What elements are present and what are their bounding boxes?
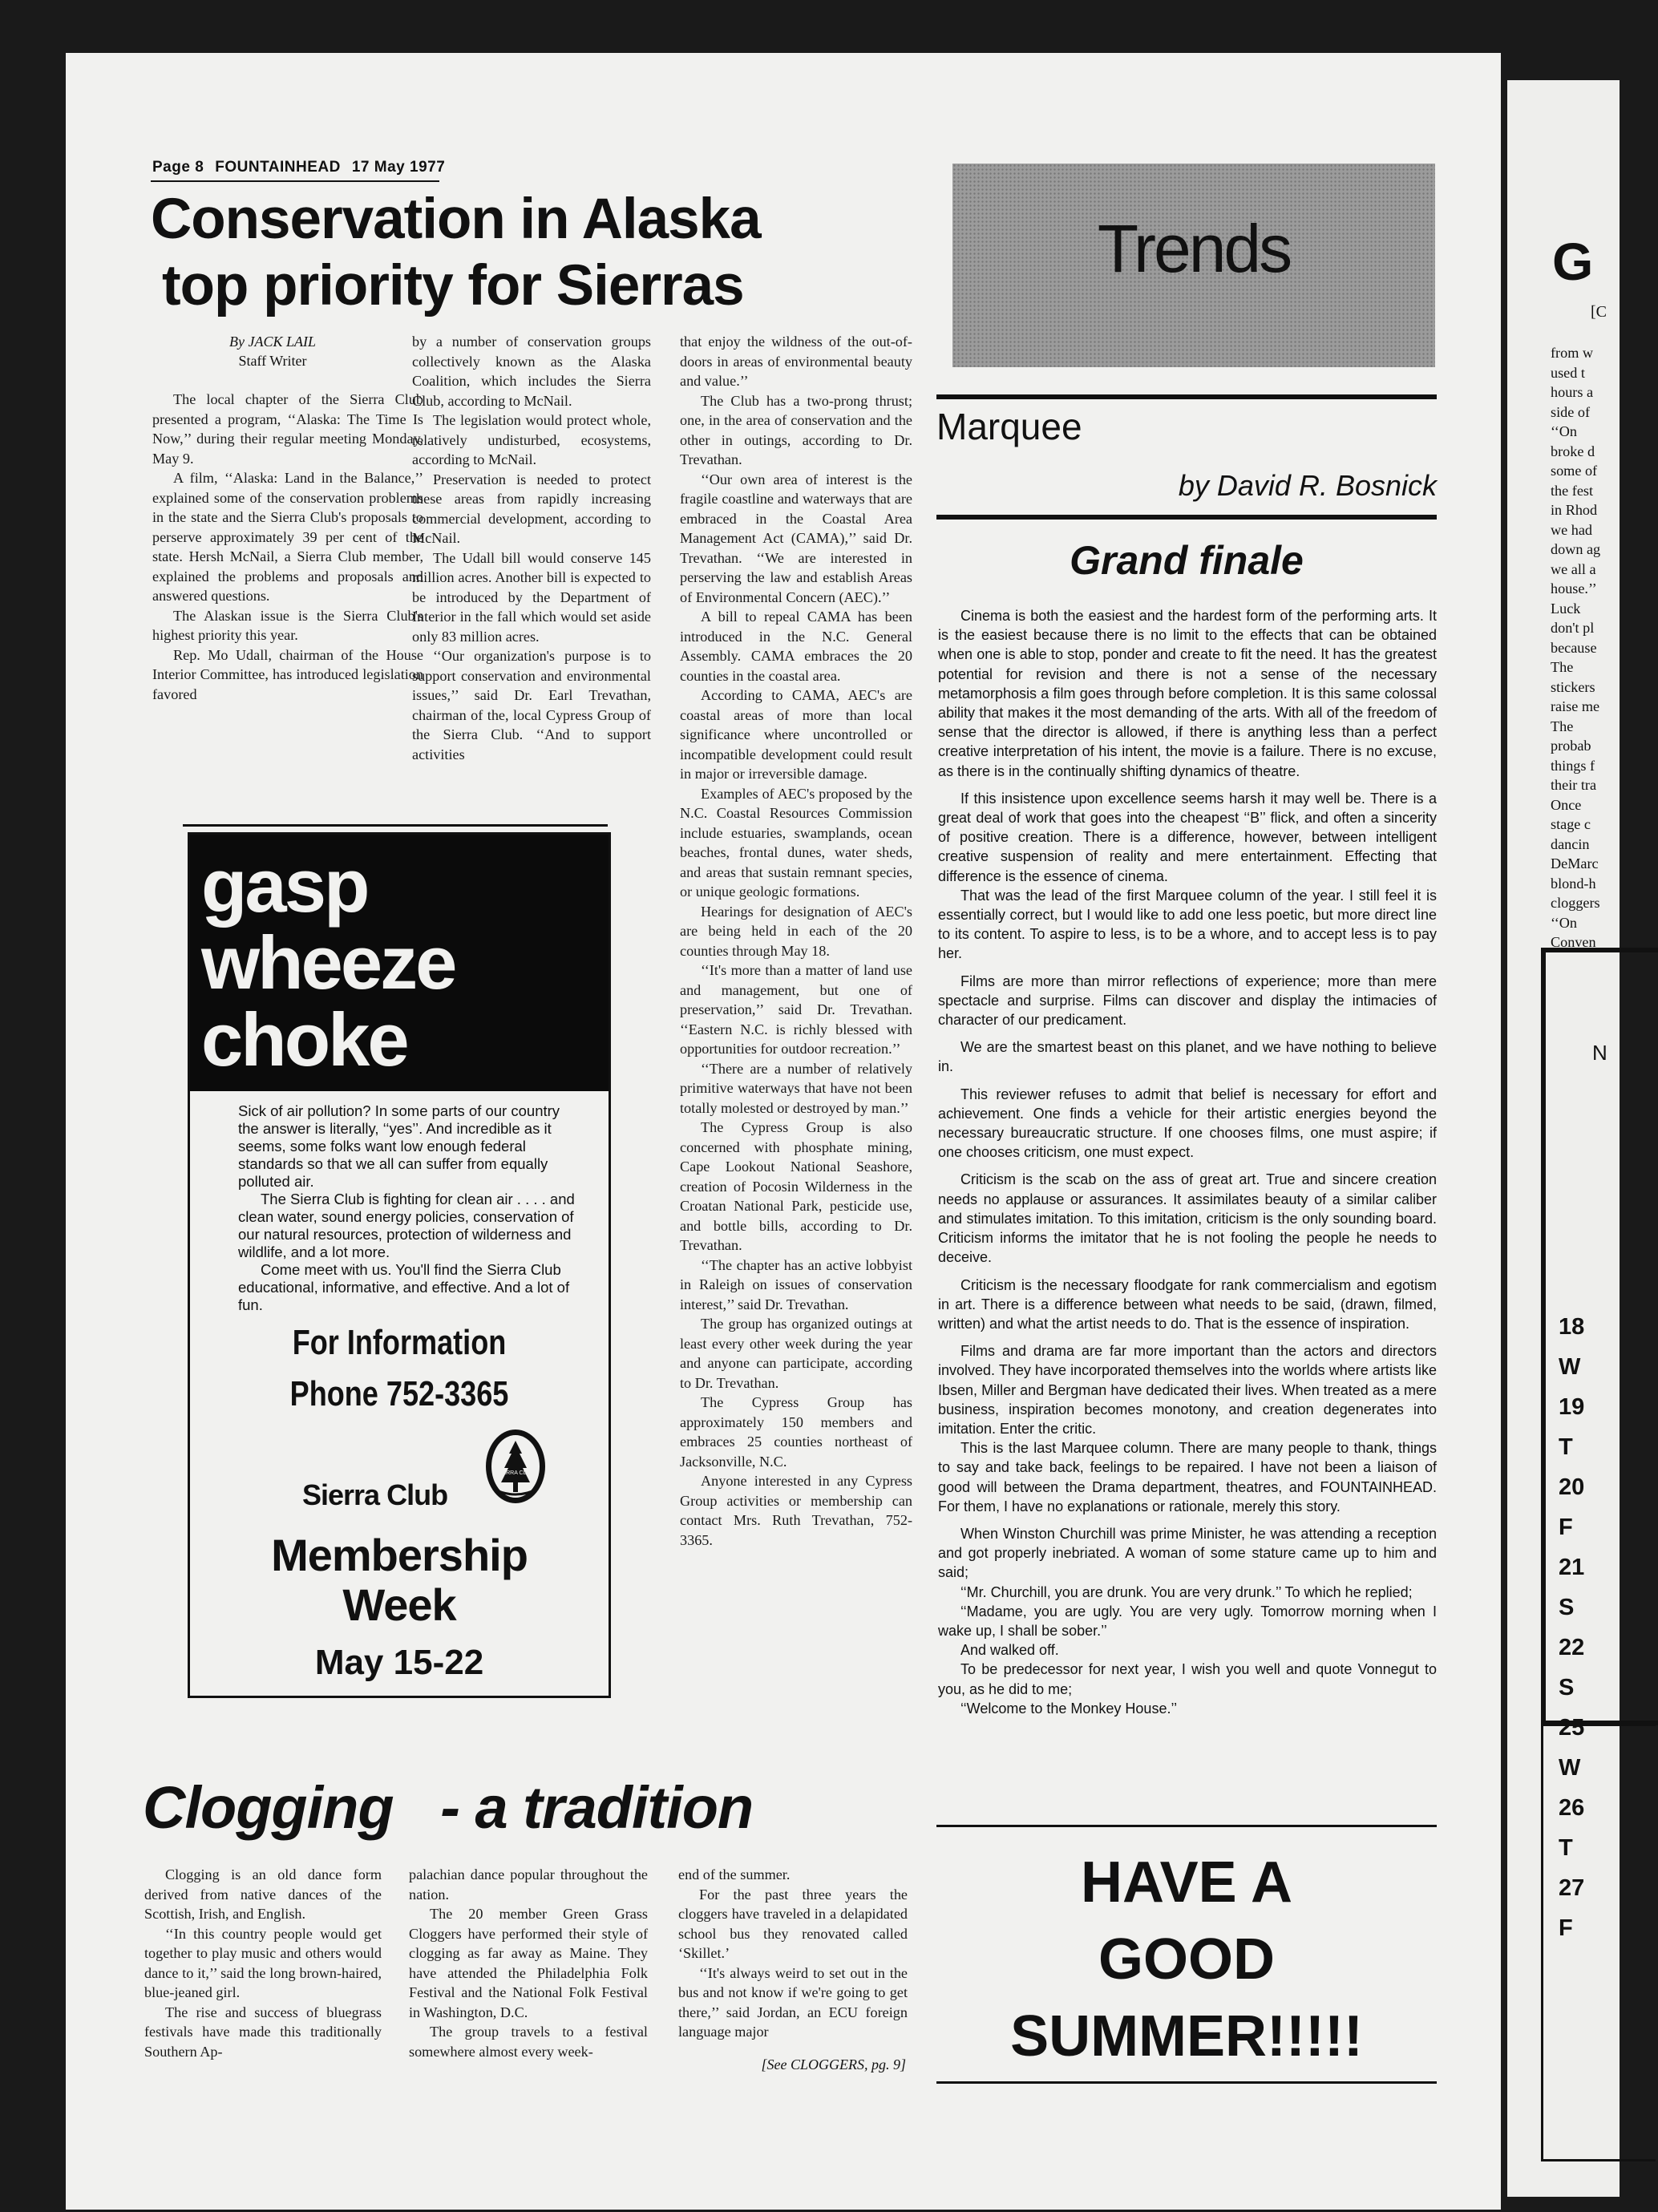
paragraph: The Udall bill would conserve 145 million acres. Another bill is expected to be introduced by the Department of Interior in the fall which would set aside only 83 million acres. <box>412 549 651 645</box>
next-page-date: 25 W <box>1559 1715 1585 1781</box>
summer-line-1: HAVE A <box>1080 1850 1293 1915</box>
next-page-line: used t <box>1551 364 1585 381</box>
next-page-line: in Rhod <box>1551 502 1598 518</box>
paragraph: ‘‘Our organization's purpose is to support conservation and environmental issues,’’ said Dr. Earl Trevathan, chairman of the, local Cypress Group of the Sierra Club. ‘‘And to support activities <box>412 648 651 762</box>
next-page-date: 21 S <box>1559 1555 1585 1620</box>
paragraph: that enjoy the wildness of the out-of-doors in areas of environmental beauty and value.’’ <box>680 334 912 389</box>
ad-phone-line: Phone 752-3365 <box>289 1374 509 1413</box>
next-page-line: The <box>1551 659 1574 675</box>
paragraph: The legislation would protect whole, relatively undisturbed, ecosystems, according to McNail. <box>412 412 651 467</box>
review-headline: Grand finale <box>1070 538 1304 583</box>
paragraph: ‘‘There are a number of relatively primitive waterways that have not been totally molested or destroyed by man.’’ <box>680 1060 912 1116</box>
summer-line-3: SUMMER!!!!! <box>1010 2004 1363 2068</box>
next-page-box-2 <box>1541 1724 1656 2161</box>
header-rule <box>151 180 439 182</box>
summer-bottom-rule <box>936 2081 1437 2084</box>
paragraph: The Alaskan issue is the Sierra Club's highest priority this year. <box>152 607 423 643</box>
paragraph: ‘‘Our own area of interest is the fragile coastline and waterways that are embraced in the Coastal Area Management Act (CAMA),’’ said Dr. Trevathan. ‘‘We are interested in perserving the law and establish Areas of Environmental Concern (AEC).’’ <box>680 471 912 605</box>
next-page-line: things f <box>1551 757 1595 774</box>
next-page-line: house.’’ <box>1551 580 1597 596</box>
ad-body <box>238 1102 575 1314</box>
marquee-bottom-rule <box>936 515 1437 520</box>
ad-dates: May 15-22 <box>314 1643 484 1682</box>
review-paragraph: To be predecessor for next year, I wish you well and quote Vonnegut to you, as he did to me; <box>938 1661 1437 1697</box>
review-paragraph: If this insistence upon excellence seems harsh it may well be. There is a great deal of work that goes into the cheapest ‘‘B’’ flick, and often a sincerity of positive creation. There is a difference, however, between intelligent creative suspension of reality and mere entertainment. Effecting that difference is the essence of cinema. <box>938 790 1437 884</box>
page-header <box>152 159 456 176</box>
ad-contact <box>228 1317 571 1420</box>
next-page-line: Once <box>1551 796 1582 813</box>
byline-role: Staff Writer <box>238 353 307 369</box>
paragraph: The group travels to a festival somewhere almost every week- <box>409 2024 648 2060</box>
next-page-date: 19 T <box>1559 1394 1585 1460</box>
paragraph: end of the summer. <box>678 1866 791 1882</box>
clogging-column-2 <box>409 1865 648 2061</box>
next-page-line: we had <box>1551 521 1593 538</box>
next-page-line: hours a <box>1551 384 1594 400</box>
next-page-line: ‘‘On <box>1551 914 1577 931</box>
ad-word-gasp: gasp <box>201 843 368 928</box>
paragraph: palachian dance popular throughout the nation. <box>409 1866 648 1903</box>
next-page-line: some of <box>1551 463 1598 479</box>
next-page-line: ‘‘On <box>1551 423 1577 439</box>
review-paragraph: ‘‘Madame, you are ugly. You are very ugly. Tomorrow morning when I wake up, I shall be sober.’’ <box>938 1603 1437 1639</box>
review-paragraph: Criticism is the necessary floodgate for rank commercialism and egotism in art. There is a difference between what needs to be said, (drawn, filmed, written) and what the artist needs to do. That is the essence of inspiration. <box>938 1276 1437 1332</box>
next-page-line: The <box>1551 718 1574 734</box>
paragraph: A film, ‘‘Alaska: Land in the Balance,’’ explained some of the conservation problems in the state and the Sierra Club's proposals to perserve approximately 39 per cent of the state. Hersh McNail, a Sierra Club member, explained the problems and proposals and answered questions. <box>152 470 423 604</box>
next-page-date: 18 W <box>1559 1314 1585 1380</box>
clogging-headline: Clogging - a tradition <box>143 1774 754 1841</box>
next-page-line: side of <box>1551 403 1590 420</box>
next-page-bracket: [C <box>1591 303 1607 321</box>
byline <box>152 332 393 370</box>
ad-org-name: Sierra Club <box>302 1478 448 1511</box>
next-page-line: stickers <box>1551 678 1595 695</box>
paragraph: The local chapter of the Sierra Club presented a program, ‘‘Alaska: The Time Is Now,’’ during their regular meeting Monday, May 9. <box>152 391 423 467</box>
paragraph: ‘‘It's always weird to set out in the bus and not know if we're going to get there,’’ said Jordan, an ECU foreign language major <box>678 1964 908 2040</box>
review-paragraph: We are the smartest beast on this planet, and we have nothing to believe in. <box>938 1039 1437 1075</box>
ad-week-line: Week <box>342 1579 456 1630</box>
paragraph: Clogging is an old dance form derived from native dances of the Scottish, Irish, and English. <box>144 1866 382 1922</box>
article-column-1 <box>152 390 423 704</box>
next-page-text <box>1551 343 1647 952</box>
ad-paragraph: Come meet with us. You'll find the Sierra Club educational, informative, and effective. And a lot of fun. <box>238 1261 570 1313</box>
review-paragraph: ‘‘Mr. Churchill, you are drunk. You are very drunk.’’ To which he replied; <box>960 1583 1413 1600</box>
paragraph: According to CAMA, AEC's are coastal areas of more than local significance where uncontrolled or incompatible development could result in major or irreversible damage. <box>680 687 912 782</box>
headline-line-1: Conservation in Alaska <box>151 188 761 251</box>
trends-label: Trends <box>1097 211 1291 286</box>
ad-membership <box>190 1531 609 1630</box>
review-paragraph: This is the last Marquee column. There are many people to thank, things to say and take back, feelings to be repaired. I have not been a liaison of good will between the Drama department, theatres, and FOUNTAINHEAD. For them, I have no explanations or rationale, merely this story. <box>938 1440 1437 1514</box>
paragraph: Examples of AEC's proposed by the N.C. Coastal Resources Commission include estuaries, swamplands, ocean beaches, frontal dunes, water sheds, and areas that sustain remnant species, or unique geologic formations. <box>680 785 912 900</box>
paragraph: For the past three years the cloggers have traveled in a delapidated school bus they renovated called ‘Skillet.’ <box>678 1886 908 1961</box>
next-page-line: Conven <box>1551 934 1596 950</box>
next-page-line: because <box>1551 639 1597 656</box>
next-page-headline-letter: G <box>1552 232 1594 291</box>
next-page-line: Luck <box>1551 600 1581 617</box>
paragraph: The rise and success of bluegrass festivals have made this traditionally Southern Ap- <box>144 2004 382 2060</box>
ad-top-rule <box>183 824 608 827</box>
ad-paragraph: Sick of air pollution? In some parts of our country the answer is literally, ‘‘yes’’. And incredible as it seems, some folks want low enough federal standards so that we all can suffer from equally polluted air. <box>238 1102 560 1190</box>
headline-line-2: top priority for Sierras <box>162 254 744 317</box>
next-page-line: we all a <box>1551 560 1596 577</box>
review-paragraph: Criticism is the scab on the ass of great art. True and sincere creation needs no applause or assurances. It assimilates beauty of a similar caliber and stimulates imitation. To this imitation, criticism is the only sounding board. Criticism informs the imitator that he is not fooling the people he needs to deceive. <box>938 1171 1437 1266</box>
next-page-line: stage c <box>1551 816 1591 832</box>
next-page-line: don't pl <box>1551 620 1595 636</box>
summer-line-2: GOOD <box>1098 1927 1275 1992</box>
paper-name: FOUNTAINHEAD <box>215 159 341 176</box>
continued-reference: [See CLOGGERS, pg. 9] <box>761 2056 906 2072</box>
paragraph: ‘‘The chapter has an active lobbyist in Raleigh on issues of conservation interest,’’ said Dr. Trevathan. <box>680 1256 912 1312</box>
review-paragraph: Films are more than mirror reflections of experience; more than mere spectacle and surprise. Films can discover and display the intimacies of character of our predicament. <box>938 973 1437 1029</box>
ad-paragraph: The Sierra Club is fighting for clean air . . . . and clean water, sound energy policies, conservation of our natural resources, protection of wilderness and wildlife, and a lot more. <box>238 1191 575 1260</box>
review-paragraph: This reviewer refuses to admit that belief is necessary for effort and achievement. One finds a vehicle for their artistic energies beyond the necessary bureaucratic structure. If one chooses films, one must aspire; if one chooses criticism, one must expect. <box>938 1086 1437 1161</box>
marquee-top-rule <box>936 394 1437 399</box>
page-number: Page 8 <box>152 159 204 176</box>
conservation-headline <box>151 186 872 319</box>
paragraph: The 20 member Green Grass Cloggers have performed their style of clogging as far away as Maine. They have attended the Philadelphia Folk Festival and the National Folk Festival in Washington, D.C. <box>409 1906 648 2020</box>
next-page-date: 27 F <box>1559 1875 1585 1941</box>
clogging-column-3 <box>678 1865 908 2042</box>
next-page-line: raise me <box>1551 698 1600 714</box>
ad-word-wheeze: wheeze <box>201 920 455 1005</box>
ad-info-line: For Information <box>292 1323 507 1362</box>
paragraph: A bill to repeal CAMA has been introduced in the N.C. General Assembly. CAMA embraces the 20 counties in the coastal area. <box>680 609 912 684</box>
ad-banner-text <box>201 843 455 1082</box>
paragraph: The Cypress Group is also concerned with phosphate mining, Cape Lookout National Seashore, creation of Pocosin Wilderness in the Croatan National Park, pesticide use, and bottle bills, according to Dr. Trevathan. <box>680 1119 912 1253</box>
sierra-club-ad <box>188 832 611 1698</box>
next-page-box-letter: N <box>1592 1041 1607 1065</box>
next-page-line: down ag <box>1551 541 1601 557</box>
review-paragraph: That was the lead of the first Marquee column of the year. I still feel it is essentially correct, but I would like to add one less poetic, but more direct line to its content. To aspire to less, is to be a whore, and to accept less is to pay her. <box>938 887 1437 962</box>
ad-banner <box>190 835 609 1091</box>
next-page-date: 20 F <box>1559 1474 1585 1540</box>
byline-author: By JACK LAIL <box>229 334 316 350</box>
paragraph: by a number of conservation groups collectively known as the Alaska Coalition, which includes the Sierra Club, according to McNail. <box>412 334 651 409</box>
next-page-line: from w <box>1551 345 1594 361</box>
review-paragraph: When Winston Churchill was prime Minister, he was attending a reception and got properly inebriated. A woman of some stature came up to him and said; <box>938 1525 1437 1581</box>
summer-top-rule <box>936 1825 1437 1827</box>
next-page-line: blond-h <box>1551 875 1596 892</box>
article-column-2 <box>412 332 651 764</box>
marquee-review <box>938 606 1437 1718</box>
next-page-line: dancin <box>1551 835 1590 852</box>
next-page-line: probab <box>1551 738 1591 754</box>
clogging-column-1 <box>144 1865 382 2061</box>
article-column-3 <box>680 332 912 1550</box>
sierra-club-logo-icon <box>483 1426 548 1506</box>
review-paragraph: Cinema is both the easiest and the hardest form of the performing arts. It is the easiest because there is no limit to the effects that can be obtained when one is able to stop, ponder and create to fit the need. It has the greatest potential for revision and there is not a sense of the necessary metamorphosis a film goes through before completion. It is this same colossal ability that makes it the most demanding of the arts. With all of the freedom of sense that the director is allowed, if there is anything less than a perfect creative interpretation of his intent, the movie is a failure. There is no excuse, as there is in the continually shifting dynamics of theatre. <box>938 608 1437 779</box>
marquee-title: Marquee <box>936 406 1082 447</box>
next-page-date: 26 T <box>1559 1795 1585 1861</box>
next-page-line: broke d <box>1551 443 1595 459</box>
next-page-date: 22 S <box>1559 1635 1585 1700</box>
review-paragraph: And walked off. <box>960 1642 1059 1659</box>
review-paragraph: Films and drama are far more important than the actors and directors involved. They have incorporated themselves into the worlds where artists like Ibsen, Miller and Bergman have dedicated their lives. When treated as a mere business, inspiration becomes monotony, and creation degenerates into imitation. Enter the critic. <box>938 1343 1437 1437</box>
paragraph: ‘‘It's more than a matter of land use and management, but one of preservation,’’ said Dr. Trevathan. ‘‘Eastern N.C. is richly blessed with opportunities for outdoor recreation.’’ <box>680 962 912 1057</box>
paragraph: Anyone interested in any Cypress Group activities or membership can contact Mrs. Ruth Trevathan, 752-3365. <box>680 1473 912 1548</box>
paragraph: ‘‘In this country people would get together to play music and others would dance to it,’’ said the long brown-haired, blue-jeaned girl. <box>144 1925 382 2000</box>
next-page-line: DeMarc <box>1551 855 1599 871</box>
issue-date: 17 May 1977 <box>351 159 446 176</box>
paragraph: The group has organized outings at least every other week during the year and anyone can participate, according to Dr. Trevathan. <box>680 1316 912 1391</box>
paragraph: The Cypress Group has approximately 150 members and embraces 25 counties northeast of Jacksonville, N.C. <box>680 1394 912 1470</box>
paragraph: Rep. Mo Udall, chairman of the House Interior Committee, has introduced legislation favored <box>152 646 423 702</box>
marquee-author: by David R. Bosnick <box>1178 469 1437 502</box>
ad-word-choke: choke <box>201 997 407 1082</box>
paragraph: Preservation is needed to protect these areas from rapidly increasing commercial development, according to McNail. <box>412 471 651 546</box>
paragraph: Hearings for designation of AEC's are being held in each of the 20 counties through May 18. <box>680 903 912 959</box>
logo-text: SIERRA CLUB <box>496 1470 535 1476</box>
next-page-line: their tra <box>1551 777 1597 793</box>
ad-membership-line: Membership <box>271 1530 528 1580</box>
next-page-line: the fest <box>1551 482 1594 499</box>
summer-message <box>936 1844 1437 2075</box>
paragraph: The Club has a two-prong thrust; one, in the area of conservation and the other in outings, according to Dr. Trevathan. <box>680 392 912 467</box>
review-paragraph: ‘‘Welcome to the Monkey House.’’ <box>960 1700 1178 1717</box>
next-page-line: cloggers <box>1551 895 1600 911</box>
